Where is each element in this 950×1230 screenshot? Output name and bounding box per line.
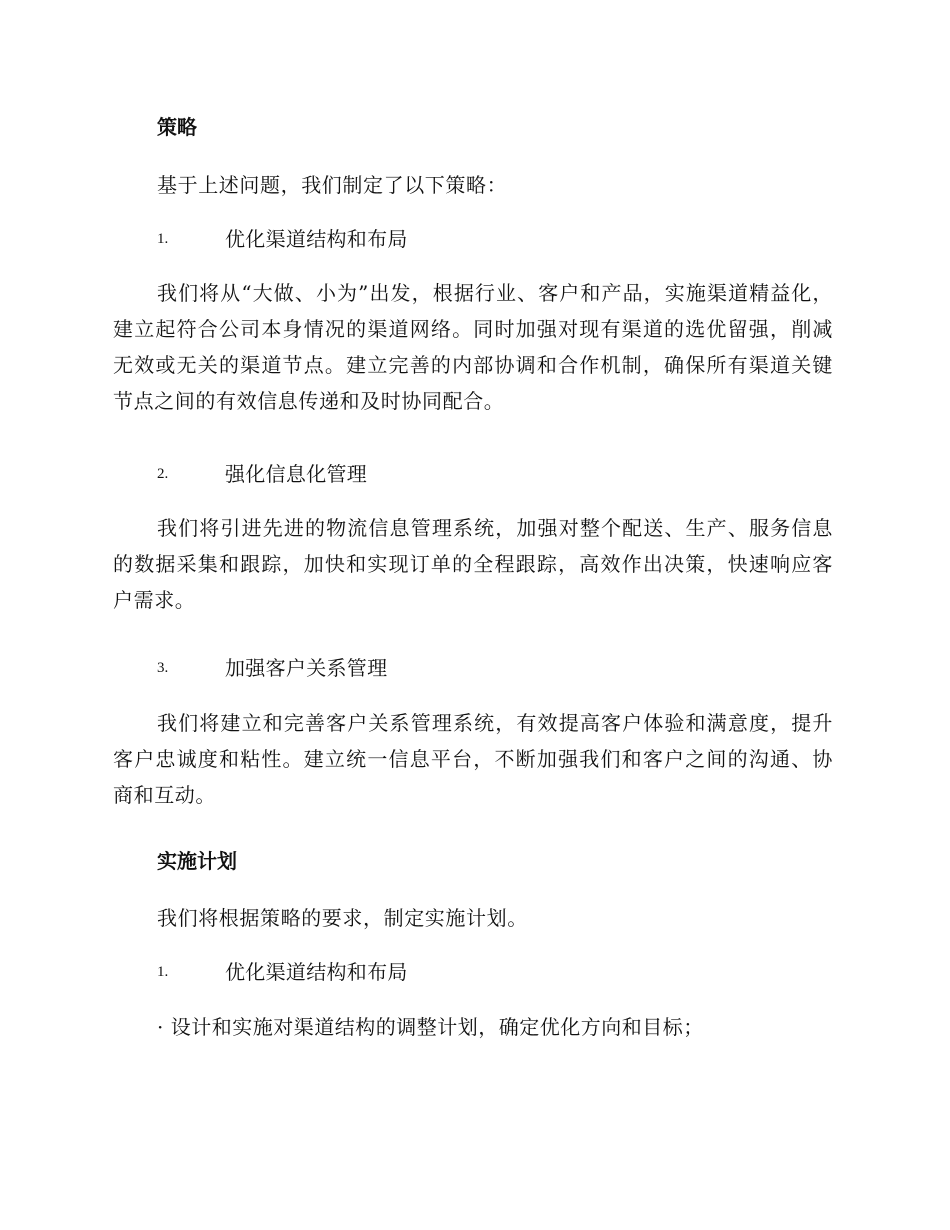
plan-item-1-title: 优化渠道结构和布局 bbox=[225, 960, 408, 984]
plan-heading: 实施计划 bbox=[157, 849, 237, 873]
strategy-item-1-body: 我们将从“大做、小为”出发，根据行业、客户和产品，实施渠道精益化，建立起符合公司本身情况的渠道网络。同时加强对现有渠道的选优留强，削减无效或无关的渠道节点。建立完善的内部协调和合作机制，确保所有渠道关键节点之间的有效信息传递和及时协同配合。 bbox=[113, 281, 833, 413]
strategy-item-2-title: 强化信息化管理 bbox=[225, 462, 368, 486]
strategy-heading: 策略 bbox=[157, 115, 197, 139]
strategy-item-3-title: 加强客户关系管理 bbox=[225, 656, 388, 680]
strategy-item-3-number: 3. bbox=[157, 660, 169, 676]
strategy-item-1-number: 1. bbox=[157, 231, 169, 247]
strategy-item-1-title: 优化渠道结构和布局 bbox=[225, 227, 408, 251]
strategy-item-3-body: 我们将建立和完善客户关系管理系统，有效提高客户体验和满意度，提升客户忠诚度和粘性。建立统一信息平台，不断加强我们和客户之间的沟通、协商和互动。 bbox=[113, 711, 833, 807]
strategy-item-2-body: 我们将引进先进的物流信息管理系统，加强对整个配送、生产、服务信息的数据采集和跟踪，加快和实现订单的全程跟踪，高效作出决策，快速响应客户需求。 bbox=[113, 516, 833, 612]
strategy-item-2-number: 2. bbox=[157, 466, 169, 482]
strategy-intro: 基于上述问题，我们制定了以下策略： bbox=[157, 173, 508, 197]
plan-item-1-bullet: · 设计和实施对渠道结构的调整计划，确定优化方向和目标； bbox=[157, 1015, 704, 1039]
plan-intro: 我们将根据策略的要求，制定实施计划。 bbox=[157, 906, 528, 930]
plan-item-1-number: 1. bbox=[157, 964, 169, 980]
